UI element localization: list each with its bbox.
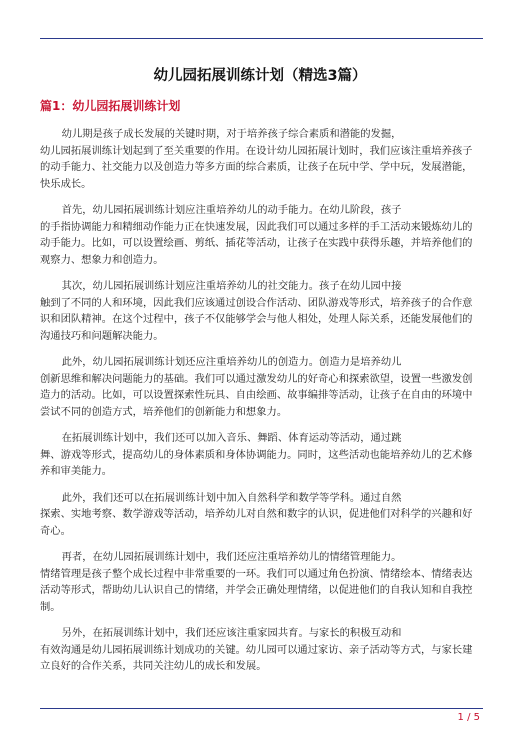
paragraph-line: 制。 (40, 600, 61, 613)
paragraph-line: 的手指协调能力和精细动作能力正在快速发展，因此我们可以通过多样的手工活动来锻炼幼儿的 (40, 220, 473, 233)
paragraph-line: 此外，幼儿园拓展训练计划还应注重培养幼儿的创造力。创造力是培养幼儿 (61, 356, 402, 368)
paragraph-line: 幼儿期是孩子成长发展的关键时期，对于培养孩子综合素质和潜能的发掘， (61, 128, 402, 140)
paragraph-line: 触到了不同的人和环境，因此我们应该通过创设合作活动、团队游戏等形式，培养孩子的合作意 (40, 296, 473, 309)
paragraph-line: 探索、实地考察、数学游戏等活动，培养幼儿对自然和数字的认识，促进他们对科学的兴趣和好 (40, 508, 473, 520)
paragraph-line: 另外，在拓展训练计划中，我们还应该注重家园共育。与家长的积极互动和 (61, 627, 402, 639)
paragraph-line: 情绪管理是孩子整个成长过程中非常重要的一环。我们可以通过角色扮演、情绪绘本、情绪表达 (40, 567, 473, 580)
paragraph-line: 快乐成长。 (40, 177, 92, 190)
paragraph-line: 首先，幼儿园拓展训练计划应注重培养幼儿的动手能力。在幼儿阶段，孩子 (61, 204, 402, 216)
paragraph-line: 尝试不同的创造方式，培养他们的创新能力和想象力。 (40, 405, 288, 418)
paragraph-line: 识和团队精神。在这个过程中，孩子不仅能够学会与他人相处，处理人际关系，还能发展他们的 (40, 313, 473, 325)
paragraph-line: 舞、游戏等形式，提高幼儿的身体素质和身体协调能力。同时，这些活动也能培养幼儿的艺术修 (40, 448, 473, 461)
footer-rule (40, 708, 483, 709)
paragraph-line: 沟通技巧和问题解决能力。 (40, 329, 164, 342)
paragraph-7 (40, 549, 480, 615)
paragraph-line: 幼儿园拓展训练计划起到了至关重要的作用。在设计幼儿园拓展计划时，我们应该注重培养孩子 (40, 144, 473, 157)
paragraph-line: 在拓展训练计划中，我们还可以加入音乐、舞蹈、体育运动等活动，通过跳 (61, 432, 402, 444)
paragraph-line: 观察力、想象力和创造力。 (40, 253, 164, 266)
section-heading: 篇1：幼儿园拓展训练计划 (40, 99, 181, 113)
paragraph-line: 奇心。 (40, 524, 71, 537)
header-rule (40, 38, 483, 39)
paragraph-line: 的动手能力、社交能力以及创造力等多方面的综合素质，让孩子在玩中学、学中玩，发展潜能， (40, 161, 473, 173)
paragraph-line: 养和审美能力。 (40, 465, 113, 477)
paragraph-line: 动手能力。比如，可以设置绘画、剪纸、插花等活动，让孩子在实践中获得乐趣，并培养他们的 (40, 237, 473, 249)
document-title: 幼儿园拓展训练计划（精选3篇） (153, 68, 367, 84)
paragraph-5 (40, 430, 480, 480)
paragraph-line: 有效沟通是幼儿园拓展训练计划成功的关键。幼儿园可以通过家访、亲子活动等方式，与家长建 (40, 643, 473, 656)
paragraph-3 (40, 278, 480, 344)
paragraph-line: 创新思维和解决问题能力的基础。我们可以通过激发幼儿的好奇心和探索欲望，设置一些激发创 (40, 372, 473, 385)
paragraph-line: 立良好的合作关系，共同关注幼儿的成长和发展。 (40, 660, 267, 672)
document-body (40, 126, 480, 685)
paragraph-2 (40, 202, 480, 268)
paragraph-line: 再者，在幼儿园拓展训练计划中，我们还应注重培养幼儿的情绪管理能力。 (61, 551, 402, 563)
paragraph-line: 活动等形式，帮助幼儿认识自己的情绪，并学会正确处理情绪，以促进他们的自我认知和自我控 (40, 584, 473, 596)
page-number: 1 / 5 (457, 712, 480, 723)
paragraph-6 (40, 490, 480, 540)
paragraph-line: 造力的活动。比如，可以设置探索性玩具、自由绘画、故事编排等活动，让孩子在自由的环境中 (40, 389, 473, 401)
paragraph-line: 此外，我们还可以在拓展训练计划中加入自然科学和数学等学科。通过自然 (61, 491, 402, 504)
paragraph-8 (40, 625, 480, 675)
paragraph-1 (40, 126, 480, 192)
paragraph-line: 其次，幼儿园拓展训练计划应注重培养幼儿的社交能力。孩子在幼儿园中接 (61, 280, 402, 292)
paragraph-4 (40, 354, 480, 420)
